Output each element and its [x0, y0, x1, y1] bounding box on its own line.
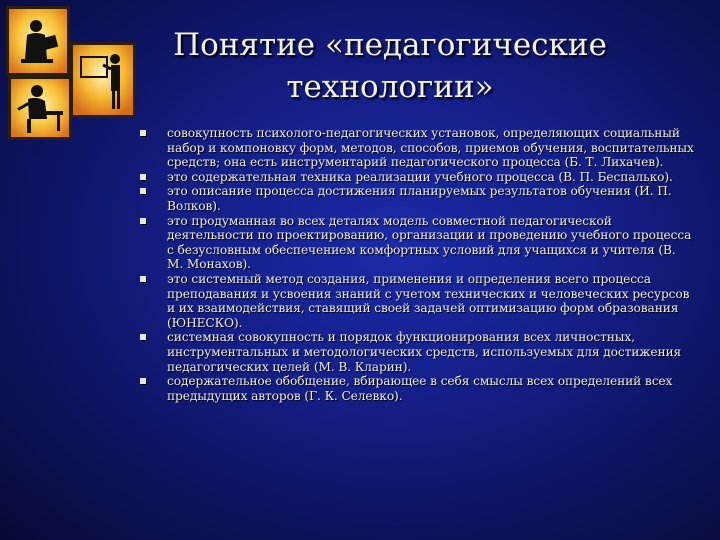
list-item-text: системная совокупность и порядок функционирования всех личностных, инструментальных и методологических средств, используемых для достижения педагогических целей (М. В. Кларин).	[167, 330, 682, 374]
teacher-picture	[70, 42, 136, 118]
definitions-list	[139, 126, 694, 403]
square-bullet-icon	[140, 218, 146, 224]
list-item	[139, 170, 694, 185]
square-bullet-icon	[140, 188, 146, 194]
list-item-text: это продуманная во всех деталях модель совместной педагогической деятельности по проектированию, организации и проведению учебного процесса с безусловным обеспечением комфортных условий для учащихся и учителя (В. М. Монахов).	[167, 213, 692, 272]
person-at-desk-icon	[11, 79, 69, 137]
list-item-text: содержательное обобщение, вбирающее в себя смыслы всех определений всех предыдущих авторов (Г. К. Селевко).	[167, 374, 673, 403]
list-item-text: это содержательная техника реализации учебного процесса (В. П. Беспалько).	[167, 169, 673, 184]
list-item	[139, 126, 694, 170]
title-line-2: технологии»	[286, 69, 494, 105]
list-item	[139, 214, 694, 272]
list-item-text: это системный метод создания, применения и определения всего процесса преподавания и усвоения знаний с учетом технических и человеческих ресурсов и их взаимодействия, ставящий своей задачей оптимизацию форм образования (ЮНЕСКО).	[167, 271, 690, 330]
reading-person-icon	[9, 9, 67, 73]
list-item	[139, 374, 694, 403]
square-bullet-icon	[140, 276, 146, 282]
desk-person-picture	[8, 76, 72, 140]
list-item-text: совокупность психолого-педагогических установок, определяющих социальный набор и компоновку форм, методов, способов, приемов обучения, воспитательных средств; она есть инструментарий педагогического процесса (Б. Т. Лихачев).	[167, 126, 694, 170]
list-item	[139, 330, 694, 374]
list-item	[139, 272, 694, 330]
square-bullet-icon	[140, 174, 146, 180]
square-bullet-icon	[140, 130, 146, 136]
list-item	[139, 184, 694, 213]
square-bullet-icon	[140, 334, 146, 340]
teacher-at-board-icon	[73, 45, 133, 115]
page-title	[150, 24, 630, 108]
square-bullet-icon	[140, 378, 146, 384]
title-line-1: Понятие «педагогические	[173, 27, 607, 63]
reading-person-picture	[6, 6, 70, 76]
list-item-text: это описание процесса достижения планируемых результатов обучения (И. П. Волков).	[167, 184, 672, 213]
